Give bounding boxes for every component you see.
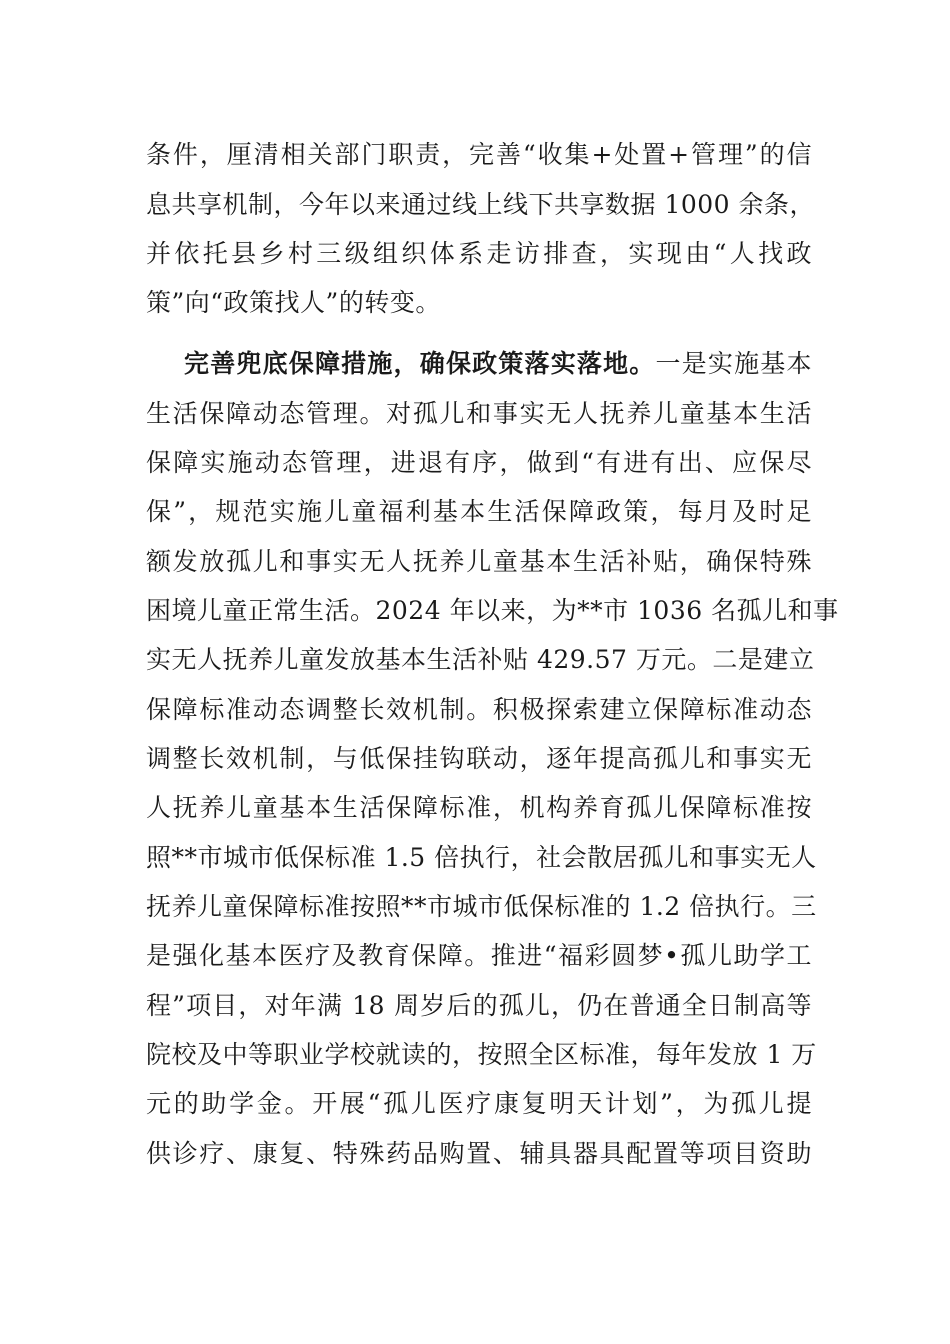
paragraph-2-line: 实无人抚养儿童发放基本生活补贴 429.57 万元。二是建立 xyxy=(146,645,815,674)
paragraph-2-line: 人抚养儿童基本生活保障标准，机构养育孤儿保障标准按 xyxy=(146,793,812,822)
first-line-rest: 一是实施基本 xyxy=(655,349,812,378)
paragraph-2-line: 元的助学金。开展“孤儿医疗康复明天计划”，为孤儿提 xyxy=(146,1089,812,1118)
paragraph-2-line: 保障实施动态管理，进退有序，做到“有进有出、应保尽 xyxy=(146,448,812,477)
paragraph-2-line: 保障标准动态调整长效机制。积极探索建立保障标准动态 xyxy=(146,695,812,724)
paragraph-1-line-2: 息共享机制，今年以来通过线上线下共享数据 1000 余条， xyxy=(146,190,816,219)
paragraph-2-line: 调整长效机制，与低保挂钩联动，逐年提高孤儿和事实无 xyxy=(146,744,812,773)
paragraph-2-line: 程”项目，对年满 18 周岁后的孤儿，仍在普通全日制高等 xyxy=(146,991,812,1020)
paragraph-1-line-1: 条件，厘清相关部门职责，完善“收集+处置+管理”的信 xyxy=(146,140,812,169)
paragraph-2-line: 院校及中等职业学校就读的，按照全区标准，每年发放 1 万 xyxy=(146,1040,817,1069)
paragraph-1-line-4: 策”向“政策找人”的转变。 xyxy=(146,288,441,317)
paragraph-2-line: 供诊疗、康复、特殊药品购置、辅具器具配置等项目资助 xyxy=(146,1139,812,1168)
paragraph-2-line: 抚养儿童保障标准按照**市城市低保标准的 1.2 倍执行。三 xyxy=(146,892,817,921)
paragraph-2-line: 保”，规范实施儿童福利基本生活保障政策，每月及时足 xyxy=(146,497,812,526)
paragraph-2-line: 额发放孤儿和事实无人抚养儿童基本生活补贴，确保特殊 xyxy=(146,547,812,576)
paragraph-2-line: 照**市城市低保标准 1.5 倍执行，社会散居孤儿和事实无人 xyxy=(146,843,817,872)
paragraph-2-line: 困境儿童正常生活。2024 年以来，为**市 1036 名孤儿和事 xyxy=(146,596,839,625)
section-heading: 完善兜底保障措施，确保政策落实落地。 xyxy=(184,349,656,378)
paragraph-1-line-3: 并依托县乡村三级组织体系走访排查，实现由“人找政 xyxy=(146,239,812,268)
paragraph-2-line: 生活保障动态管理。对孤儿和事实无人抚养儿童基本生活 xyxy=(146,399,812,428)
paragraph-2-line: 是强化基本医疗及教育保障。推进“福彩圆梦•孤儿助学工 xyxy=(146,941,812,970)
paragraph-2-first-line xyxy=(184,346,812,382)
